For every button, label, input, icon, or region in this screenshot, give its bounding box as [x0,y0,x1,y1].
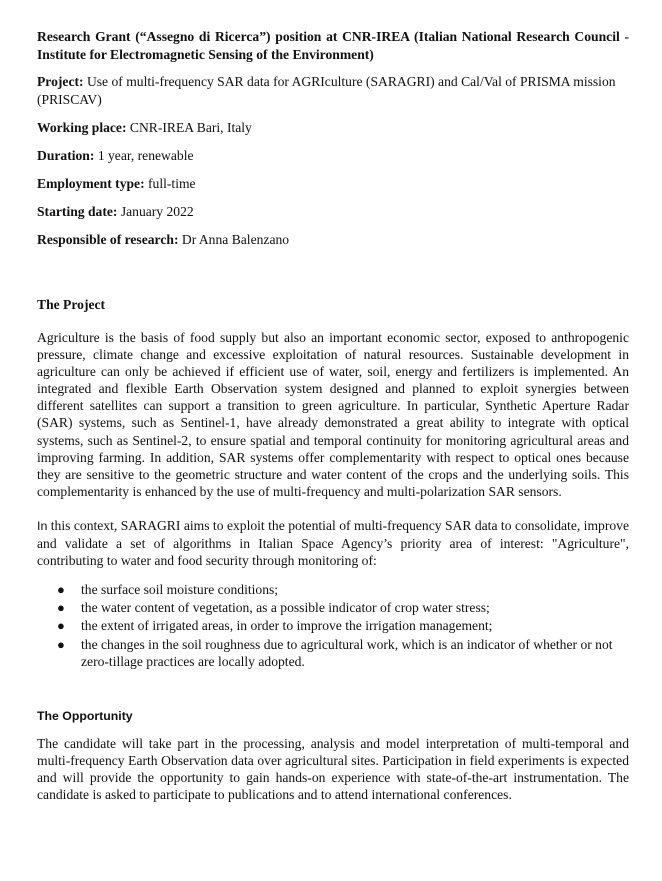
bullet-icon: ● [57,582,65,598]
list-item-text: the changes in the soil roughness due to agricultural work, which is an indicator of whether or not zero-tillage practices are locally adopted. [81,636,613,669]
duration-field [37,147,629,165]
project-paragraph-1: Agriculture is the basis of food supply but also an important economic sector, exposed to anthropogenic pressure, climate change and excessive exploitation of natural resources. Sustainable development in agriculture can only be achieved if efficient use of water, soil, energy and fertilizers is implemented. An integrated and flexible Earth Observation system designed and planned to exploit synergies between different satellites can support a transition to green agriculture. In particular, Synthetic Aperture Radar (SAR) systems, such as Sentinel-1, have already demonstrated a great ability to integrate with optical systems, such as Sentinel-2, to ensure spatial and temporal continuity for monitoring agricultural areas and improving farming. In addition, SAR systems offer complementarity with respect to optical ones because they are sensitive to the geometric structure and water content of the crops and the underlying soils. This complementarity is enhanced by the use of multi-frequency and multi-polarization SAR sensors. [37,330,629,499]
project-value: Use of multi-frequency SAR data for AGRIculture (SARAGRI) and Cal/Val of PRISMA mission (PRISCAV) [37,74,616,107]
starting-date-label: Starting date: [37,203,118,219]
list-item-text: the water content of vegetation, as a possible indicator of crop water stress; [81,600,490,616]
document-page [37,28,629,803]
project-label: Project: [37,74,84,89]
duration-value: 1 year, renewable [97,147,194,163]
starting-date-field [37,203,629,221]
employment-type-label: Employment type: [37,175,145,191]
bullet-icon: ● [57,618,65,634]
paragraph-lead-word: In [37,518,48,533]
opportunity-paragraph: The candidate will take part in the processing, analysis and model interpretation of multi-temporal and multi-frequency Earth Observation data over agricultural sites. Participation in field experiments is expected and will provide the opportunity to gain hands-on experience with state-of-the-art instrumentation. The candidate is asked to participate to publications and to attend international conferences. [37,735,629,802]
responsible-label: Responsible of research: [37,231,179,247]
starting-date-value: January 2022 [120,203,194,219]
monitoring-bullet-list [37,581,629,669]
working-place-field [37,119,629,137]
responsible-field [37,231,629,249]
list-item-text: the surface soil moisture conditions; [81,582,279,598]
list-item [37,599,629,616]
working-place-value: CNR-IREA Bari, Italy [129,119,252,135]
duration-label: Duration: [37,147,95,163]
document-title: Research Grant (“Assegno di Ricerca”) position at CNR-IREA (Italian National Research Council - Institute for Electromagnetic Sensing of the Environment) [37,29,629,62]
list-item [37,617,629,634]
employment-type-value: full-time [148,175,196,191]
bullet-icon: ● [57,636,65,652]
bullet-icon: ● [57,600,65,616]
list-item [37,581,629,598]
paragraph-body: this context, SARAGRI aims to exploit the potential of multi-frequency SAR data to consolidate, improve and validate a set of algorithms in Italian Space Agency’s priority area of interest: "Agriculture", contributing to water and food security through monitoring of: [37,517,629,569]
employment-type-field [37,175,629,193]
responsible-value: Dr Anna Balenzano [181,231,290,247]
project-paragraph-2 [37,517,629,569]
working-place-label: Working place: [37,119,127,135]
list-item-text: the extent of irrigated areas, in order to improve the irrigation management; [81,618,493,634]
list-item [37,636,629,670]
opportunity-section-heading: The Opportunity [37,708,133,723]
project-field [37,73,629,108]
project-section-heading: The Project [37,297,106,312]
